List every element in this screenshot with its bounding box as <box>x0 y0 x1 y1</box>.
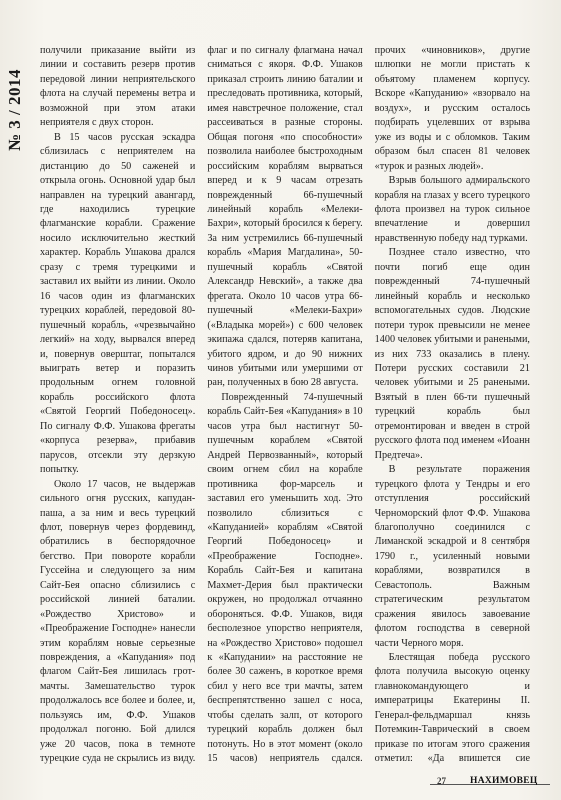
article-column-3 <box>375 44 530 764</box>
issue-label-text: № 3 / 2014 <box>5 68 24 152</box>
magazine-name: НАХИМОВЕЦ <box>470 776 538 786</box>
page-number: 27 <box>437 776 446 786</box>
article-paragraph: получили приказание выйти из линии и составить резерв против передовой линии неприятельского флота на случай перемены ветра и возможной при этом атаки неприятеля с двух сторон. <box>40 45 196 129</box>
page-footer <box>0 776 561 800</box>
article-paragraph: Взрыв большого адмиральского корабля на глазах у всего турецкого флота произвел на турок сильное впечатление и довершил нравственную победу над турками. <box>374 175 530 244</box>
article-column-1 <box>40 44 195 764</box>
issue-label <box>4 50 26 170</box>
article-column-2 <box>207 44 362 764</box>
article-paragraph: Блестящая победа русского флота получила высокую оценку главнокомандующего и императрицы Екатерины II. Генерал-фельдмаршал князь Потемкин-Таврический в своем приказе по итогам этого сражения отметил: «Да впишется сие <box>374 652 530 764</box>
article-paragraph: прочих «чиновников», другие шлюпки не могли пристать к объятому пламенем корпусу. Вскоре «Капуданию» «взорвало на воздух», и русским осталось подбирать уцелевших от взрыва уже из воды и с обломков. Таким образом был спасен 81 человек «турок и разных людей». <box>374 45 530 172</box>
article-paragraph: флаг и по сигналу флагмана начал сниматься с якоря. Ф.Ф. Ушаков приказал строить линию баталии и преследовать противника, который, имея навстречное положение, стал рассеиваться в разные стороны. Общая погоня «по способности» позволила наиболее быстроходным российским кораблям вырваться вперед и к 9 часам отрезать поврежденный 66-пушечный линейный корабль «Мелеки-Бахри», который бросился к берегу. За ним устремились 66-пушечный корабль «Мария Магдалина», 50-пушечный корабль «Святой Александр Невский», а также два фрегата. Около 10 часов утра 66-пушечный «Мелеки-Бахри» («Владыка морей») с 600 человек экипажа сдался, потеряв капитана, убитого ядром, и до 90 нижних чинов убитыми или умершими от ран, полученных в бою 28 августа. <box>207 45 363 389</box>
article-paragraph: Позднее стало известно, что почти погиб еще один поврежденный 74-пушечный линейный корабль и несколько вспомогательных судов. Людские потери турок превысили не менее 1400 человек убитыми и ранеными, из них 733 оказались в плену. Потери русских составили 21 человек убитыми и 25 ранеными. Взятый в плен 66-ти пушечный турецкий корабль был отремонтирован и введен в строй русского флота под именем «Иоанн Предтеча». <box>374 247 530 461</box>
article-paragraph: Поврежденный 74-пушечный корабль Сайт-Бея «Капудания» в 10 часов утра был настигнут 50-пушечным кораблем «Святой Андрей Первозванный», который своим огнем сбил на корабле противника фор-марсель и заставил его уменьшить ход. Это позволило сблизиться с «Капуданией» кораблям «Святой Георгий Победоносец» и «Преображение Господне». Корабль Сайт-Бея и капитана Махмет-Дерия был практически окружен, но продолжал отчаянно обороняться. Ф.Ф. Ушаков, видя бесполезное упорство неприятеля, на «Рождество Христово» подошел к «Капудании» на расстояние не более 30 саженъ, в короткое время сбил у него все три мачты, затем беспрепятственно зашел с носа, чтобы сделать залп, от которого турецкий корабль должен был потонуть. Но в этот момент (около 15 часов) неприятель сдался. <box>207 391 363 764</box>
article-paragraph: В 15 часов русская эскадра сблизилась с неприятелем на дистанцию до 50 саженей и открыла огонь. Основной удар был направлен на турецкий авангард, где находились турецкие флагманские корабли. Сражение носило исключительно жесткий характер. Корабль Ушакова дрался сразу с тремя турецкими и заставил их выйти из линии. Около 16 часов один из флагманских турецких кораблей, передовой 80-пушечный корабль, «чрезвычайно легкий» на ходу, вырвался вперед и, повернув оверштаг, попытался выиграть ветер и поразить продольным огнем головной корабль российского флота «Святой Георгий Победоносец». По сигналу Ф.Ф. Ушакова фрегаты «корпуса резерва», прибавив парусов, отсекли эту дерзкую попытку. <box>40 131 196 476</box>
article-paragraph: В результате поражения турецкого флота у Тендры и его отступления российский Черноморский флот Ф.Ф. Ушакова благополучно соединился с Лиманской эскадрой и 8 сентября 1790 г., усиленный новыми кораблями, возвратился в Севастополь. Важным стратегическим результатом сражения явилось завоевание флотом господства в северной части Черного моря. <box>374 464 530 649</box>
article-columns <box>40 44 530 764</box>
article-paragraph: Около 17 часов, не выдержав сильного огня русских, капудан-паша, а за ним и весь турецкий флот, повернув через фордевинд, обратились в беспорядочное бегство. При повороте корабли Гуссейна и следующего за ним Сайт-Бея опасно сблизились с российской линией баталии. «Рождество Христово» и «Преображение Господне» нанесли этим кораблям новые серьезные повреждения, а «Капудания» под флагом Сайт-Бея лишилась грот-мачты. Замешательство турок продолжалось все более и более, и, пользуясь им, Ф.Ф. Ушаков продолжал погоню. Бой длился уже 20 часов, пока в темноте турецкие суда не скрылись из виду. <box>40 478 196 764</box>
